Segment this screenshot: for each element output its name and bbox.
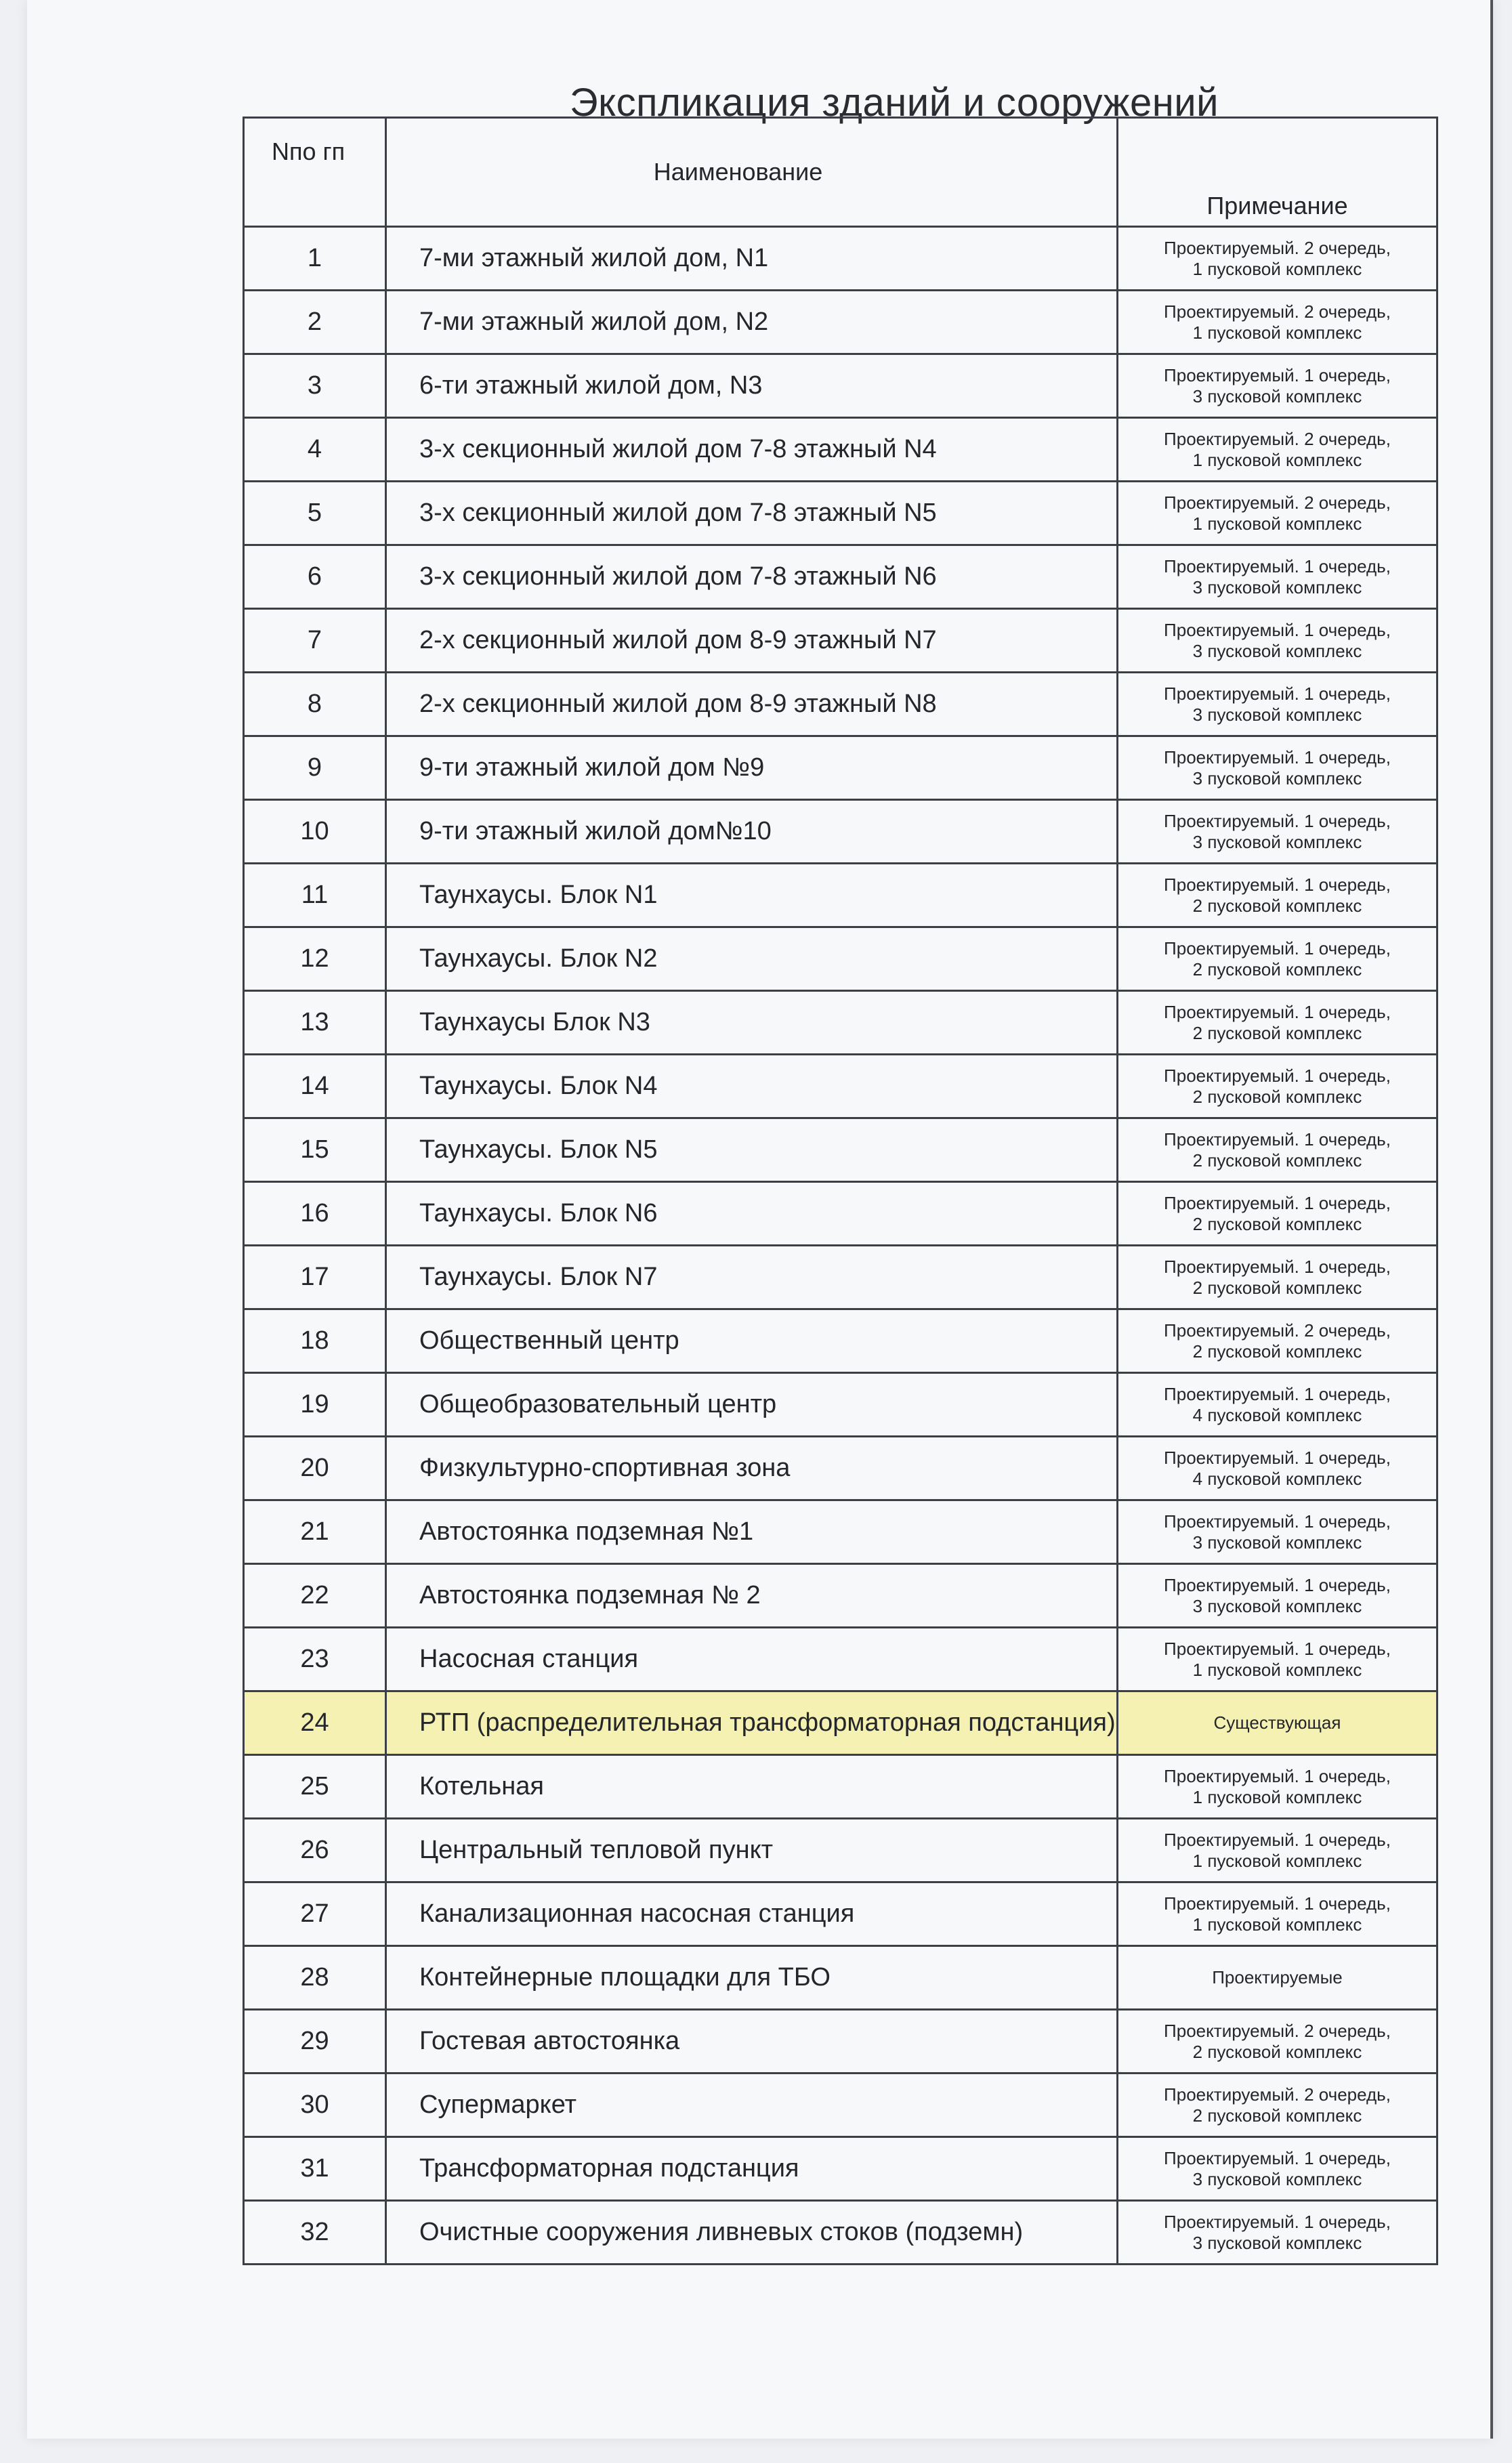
row-number: 2 <box>244 291 386 354</box>
table-row <box>244 1309 1437 1373</box>
row-note <box>1118 864 1437 927</box>
row-number: 18 <box>244 1309 386 1373</box>
row-note-line: 3 пусковой комплекс <box>1192 1595 1362 1616</box>
row-name: Таунхаусы. Блок N4 <box>386 1055 1118 1118</box>
row-note <box>1118 991 1437 1055</box>
row-note-line: 3 пусковой комплекс <box>1192 2232 1362 2253</box>
row-note <box>1118 1564 1437 1628</box>
row-name: Насосная станция <box>386 1628 1118 1691</box>
row-note <box>1118 1500 1437 1564</box>
row-note <box>1118 1309 1437 1373</box>
row-number: 10 <box>244 800 386 864</box>
row-note-line: 1 пусковой комплекс <box>1192 258 1362 279</box>
row-name: Таунхаусы. Блок N1 <box>386 864 1118 927</box>
table-header-row <box>244 118 1437 227</box>
row-note-line: 1 пусковой комплекс <box>1192 322 1362 343</box>
row-number: 31 <box>244 2137 386 2201</box>
row-note-line: Проектируемый. 1 очередь, <box>1164 683 1391 704</box>
row-name: Супермаркет <box>386 2073 1118 2137</box>
table-row <box>244 291 1437 354</box>
row-name: Котельная <box>386 1755 1118 1819</box>
row-number: 1 <box>244 227 386 291</box>
table-row <box>244 1437 1437 1500</box>
row-name: Автостоянка подземная № 2 <box>386 1564 1118 1628</box>
row-note-line: 1 пусковой комплекс <box>1192 1914 1362 1935</box>
row-note-line: 4 пусковой комплекс <box>1192 1404 1362 1425</box>
row-note-line: Проектируемый. 2 очередь, <box>1164 2020 1391 2041</box>
row-note <box>1118 227 1437 291</box>
row-note-line: 2 пусковой комплекс <box>1192 1086 1362 1107</box>
row-note-line: Проектируемый. 2 очередь, <box>1164 1320 1391 1341</box>
row-note <box>1118 927 1437 991</box>
row-note <box>1118 2137 1437 2201</box>
row-number: 14 <box>244 1055 386 1118</box>
row-note-line: 2 пусковой комплекс <box>1192 959 1362 980</box>
row-name: 9-ти этажный жилой дом№10 <box>386 800 1118 864</box>
row-note <box>1118 1946 1437 2010</box>
row-name: Общеобразовательный центр <box>386 1373 1118 1437</box>
row-note-line: 4 пусковой комплекс <box>1192 1468 1362 1489</box>
table-row <box>244 227 1437 291</box>
row-number: 4 <box>244 418 386 482</box>
row-note <box>1118 1628 1437 1691</box>
table-row <box>244 1882 1437 1946</box>
row-note-line: Проектируемый. 1 очередь, <box>1164 1256 1391 1277</box>
row-note-line: Проектируемый. 1 очередь, <box>1164 1829 1391 1850</box>
row-name: РТП (распределительная трансформаторная подстанция) <box>386 1691 1118 1755</box>
row-note-line: 2 пусковой комплекс <box>1192 1277 1362 1298</box>
row-name: 7-ми этажный жилой дом, N2 <box>386 291 1118 354</box>
row-note <box>1118 1691 1437 1755</box>
row-note-line: Проектируемый. 1 очередь, <box>1164 1001 1391 1022</box>
row-note-line: 3 пусковой комплекс <box>1192 576 1362 597</box>
row-note-line: 2 пусковой комплекс <box>1192 895 1362 916</box>
row-note <box>1118 2201 1437 2265</box>
row-note-line: 2 пусковой комплекс <box>1192 2105 1362 2126</box>
row-name: 3-х секционный жилой дом 7-8 этажный N5 <box>386 482 1118 545</box>
header-note: Примечание <box>1118 118 1437 227</box>
row-note <box>1118 1118 1437 1182</box>
row-note-line: 3 пусковой комплекс <box>1192 704 1362 725</box>
row-name: Таунхаусы. Блок N6 <box>386 1182 1118 1246</box>
row-number: 28 <box>244 1946 386 2010</box>
row-number: 9 <box>244 736 386 800</box>
row-note <box>1118 2073 1437 2137</box>
row-name: Центральный тепловой пункт <box>386 1819 1118 1882</box>
row-note-line: Проектируемый. 1 очередь, <box>1164 1129 1391 1150</box>
explication-table-wrap <box>243 117 1436 2265</box>
table-row <box>244 2010 1437 2073</box>
row-note-line: 3 пусковой комплекс <box>1192 385 1362 406</box>
document-sheet <box>27 0 1493 2439</box>
row-number: 32 <box>244 2201 386 2265</box>
row-note-line: Проектируемый. 1 очередь, <box>1164 2211 1391 2232</box>
row-name: 9-ти этажный жилой дом №9 <box>386 736 1118 800</box>
row-note-line: Существующая <box>1213 1712 1341 1733</box>
row-note <box>1118 1755 1437 1819</box>
row-name: Таунхаусы. Блок N2 <box>386 927 1118 991</box>
row-name: Таунхаусы. Блок N7 <box>386 1246 1118 1309</box>
row-note <box>1118 800 1437 864</box>
row-note <box>1118 1819 1437 1882</box>
row-note-line: Проектируемый. 1 очередь, <box>1164 1383 1391 1404</box>
row-note-line: 3 пусковой комплекс <box>1192 767 1362 788</box>
row-name: Автостоянка подземная №1 <box>386 1500 1118 1564</box>
table-row <box>244 1500 1437 1564</box>
row-note-line: Проектируемые <box>1212 1967 1343 1987</box>
row-number: 24 <box>244 1691 386 1755</box>
row-number: 29 <box>244 2010 386 2073</box>
row-note-line: Проектируемый. 1 очередь, <box>1164 1765 1391 1786</box>
row-note <box>1118 1182 1437 1246</box>
row-number: 5 <box>244 482 386 545</box>
row-number: 7 <box>244 609 386 673</box>
row-note-line: 2 пусковой комплекс <box>1192 1022 1362 1043</box>
table-row <box>244 800 1437 864</box>
table-row <box>244 864 1437 927</box>
row-name: 2-х секционный жилой дом 8-9 этажный N8 <box>386 673 1118 736</box>
row-note-line: 2 пусковой комплекс <box>1192 2041 1362 2062</box>
table-row <box>244 1819 1437 1882</box>
row-note <box>1118 1055 1437 1118</box>
row-note <box>1118 354 1437 418</box>
row-name: Контейнерные площадки для ТБО <box>386 1946 1118 2010</box>
row-name: Канализационная насосная станция <box>386 1882 1118 1946</box>
table-body <box>244 227 1437 2265</box>
table-row <box>244 2201 1437 2265</box>
row-number: 21 <box>244 1500 386 1564</box>
table-row <box>244 482 1437 545</box>
table-row <box>244 927 1437 991</box>
row-number: 13 <box>244 991 386 1055</box>
table-row <box>244 1055 1437 1118</box>
row-note <box>1118 609 1437 673</box>
table-row <box>244 1118 1437 1182</box>
row-note <box>1118 1882 1437 1946</box>
row-note-line: Проектируемый. 1 очередь, <box>1164 1511 1391 1532</box>
header-number: Nпо гп <box>244 118 386 227</box>
row-number: 8 <box>244 673 386 736</box>
row-note-line: 3 пусковой комплекс <box>1192 2168 1362 2189</box>
row-note <box>1118 291 1437 354</box>
row-name: 6-ти этажный жилой дом, N3 <box>386 354 1118 418</box>
row-number: 23 <box>244 1628 386 1691</box>
row-note-line: Проектируемый. 1 очередь, <box>1164 1893 1391 1914</box>
row-note-line: Проектируемый. 1 очередь, <box>1164 619 1391 640</box>
table-row <box>244 991 1437 1055</box>
row-note-line: Проектируемый. 2 очередь, <box>1164 237 1391 258</box>
row-note-line: Проектируемый. 1 очередь, <box>1164 364 1391 385</box>
row-note-line: Проектируемый. 1 очередь, <box>1164 1574 1391 1595</box>
row-number: 15 <box>244 1118 386 1182</box>
document-title: Экспликация зданий и сооружений <box>569 81 1219 125</box>
row-number: 26 <box>244 1819 386 1882</box>
row-note <box>1118 1246 1437 1309</box>
row-name: Физкультурно-спортивная зона <box>386 1437 1118 1500</box>
row-number: 30 <box>244 2073 386 2137</box>
row-name: 2-х секционный жилой дом 8-9 этажный N7 <box>386 609 1118 673</box>
row-note-line: Проектируемый. 1 очередь, <box>1164 874 1391 895</box>
row-number: 12 <box>244 927 386 991</box>
table-row <box>244 1755 1437 1819</box>
table-row <box>244 1182 1437 1246</box>
row-name: Трансформаторная подстанция <box>386 2137 1118 2201</box>
row-number: 11 <box>244 864 386 927</box>
row-note-line: 3 пусковой комплекс <box>1192 831 1362 852</box>
row-note-line: Проектируемый. 2 очередь, <box>1164 428 1391 449</box>
table-row <box>244 1946 1437 2010</box>
row-note-line: Проектируемый. 1 очередь, <box>1164 1638 1391 1659</box>
row-number: 22 <box>244 1564 386 1628</box>
row-note <box>1118 545 1437 609</box>
row-note-line: Проектируемый. 1 очередь, <box>1164 2147 1391 2168</box>
table-row <box>244 2137 1437 2201</box>
row-note <box>1118 1437 1437 1500</box>
row-note-line: Проектируемый. 1 очередь, <box>1164 810 1391 831</box>
row-note-line: Проектируемый. 1 очередь, <box>1164 1065 1391 1086</box>
table-row <box>244 609 1437 673</box>
row-note-line: Проектируемый. 1 очередь, <box>1164 555 1391 576</box>
row-note-line: 2 пусковой комплекс <box>1192 1150 1362 1171</box>
row-note <box>1118 736 1437 800</box>
row-note <box>1118 1373 1437 1437</box>
row-number: 3 <box>244 354 386 418</box>
table-row <box>244 545 1437 609</box>
row-note-line: Проектируемый. 2 очередь, <box>1164 301 1391 322</box>
row-number: 6 <box>244 545 386 609</box>
row-note-line: 3 пусковой комплекс <box>1192 640 1362 661</box>
row-note-line: 2 пусковой комплекс <box>1192 1341 1362 1362</box>
table-row <box>244 2073 1437 2137</box>
row-name: 3-х секционный жилой дом 7-8 этажный N4 <box>386 418 1118 482</box>
row-note-line: Проектируемый. 1 очередь, <box>1164 1192 1391 1213</box>
table-row-highlighted <box>244 1691 1437 1755</box>
row-note-line: 3 пусковой комплекс <box>1192 1532 1362 1553</box>
row-name: 7-ми этажный жилой дом, N1 <box>386 227 1118 291</box>
row-number: 25 <box>244 1755 386 1819</box>
row-note-line: 2 пусковой комплекс <box>1192 1213 1362 1234</box>
row-note <box>1118 2010 1437 2073</box>
table-row <box>244 354 1437 418</box>
row-note-line: 1 пусковой комплекс <box>1192 1786 1362 1807</box>
row-note <box>1118 673 1437 736</box>
row-note-line: 1 пусковой комплекс <box>1192 1850 1362 1871</box>
row-note-line: Проектируемый. 1 очередь, <box>1164 938 1391 959</box>
row-name: Общественный центр <box>386 1309 1118 1373</box>
explication-table <box>243 117 1438 2265</box>
row-name: Гостевая автостоянка <box>386 2010 1118 2073</box>
row-name: 3-х секционный жилой дом 7-8 этажный N6 <box>386 545 1118 609</box>
row-name: Очистные сооружения ливневых стоков (подземн) <box>386 2201 1118 2265</box>
row-note-line: 1 пусковой комплекс <box>1192 1659 1362 1680</box>
row-name: Таунхаусы. Блок N5 <box>386 1118 1118 1182</box>
row-note-line: Проектируемый. 1 очередь, <box>1164 746 1391 767</box>
table-row <box>244 1373 1437 1437</box>
row-number: 16 <box>244 1182 386 1246</box>
table-row <box>244 673 1437 736</box>
row-note-line: Проектируемый. 1 очередь, <box>1164 1447 1391 1468</box>
row-number: 17 <box>244 1246 386 1309</box>
row-name: Таунхаусы Блок N3 <box>386 991 1118 1055</box>
row-note <box>1118 482 1437 545</box>
table-row <box>244 1628 1437 1691</box>
row-note <box>1118 418 1437 482</box>
table-row <box>244 736 1437 800</box>
row-note-line: 1 пусковой комплекс <box>1192 513 1362 534</box>
table-row <box>244 1246 1437 1309</box>
row-note-line: Проектируемый. 2 очередь, <box>1164 492 1391 513</box>
header-name: Наименование <box>386 118 1118 227</box>
row-note-line: Проектируемый. 2 очередь, <box>1164 2084 1391 2105</box>
row-note-line: 1 пусковой комплекс <box>1192 449 1362 470</box>
row-number: 27 <box>244 1882 386 1946</box>
table-row <box>244 1564 1437 1628</box>
row-number: 19 <box>244 1373 386 1437</box>
row-number: 20 <box>244 1437 386 1500</box>
table-row <box>244 418 1437 482</box>
